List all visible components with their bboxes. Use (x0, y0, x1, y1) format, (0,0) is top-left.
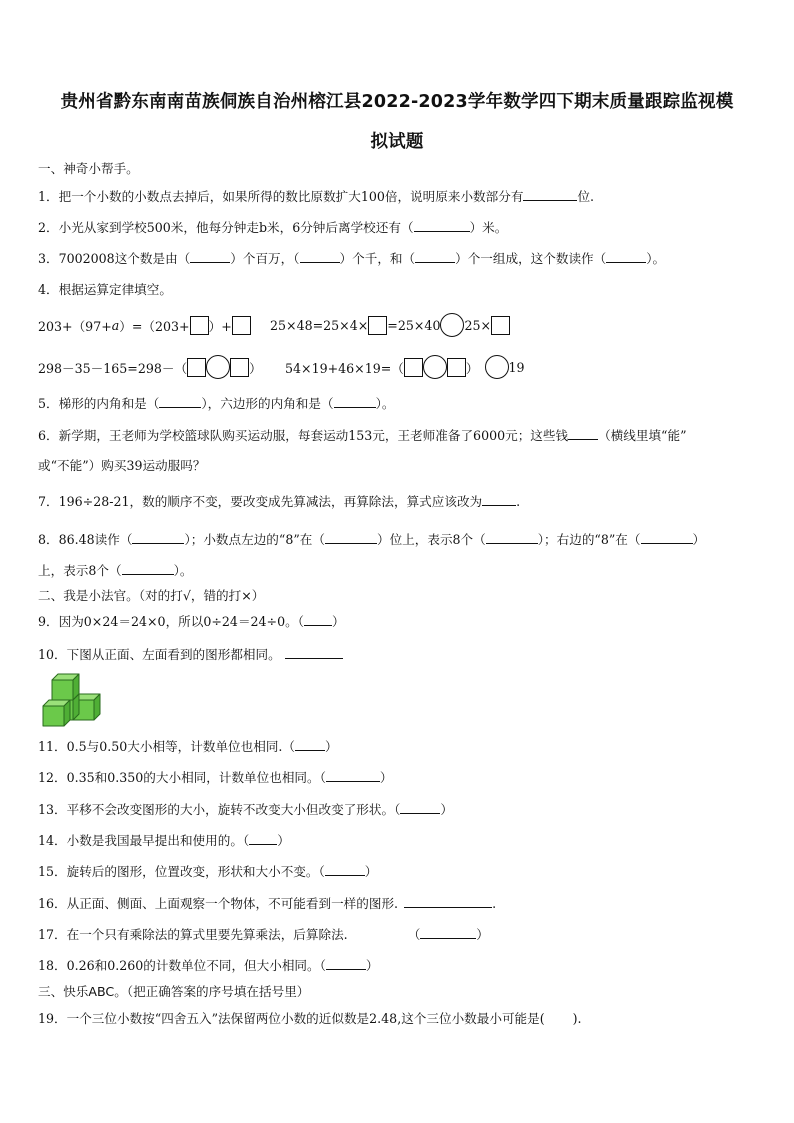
question-14 (38, 832, 768, 850)
q16-blank[interactable] (404, 896, 492, 908)
q8-blank-1[interactable] (132, 532, 184, 544)
q6-blank[interactable] (568, 428, 598, 440)
question-6-cont: 或“不能”）购买39运动服吗？ (38, 458, 206, 473)
expr-1-box-1[interactable] (190, 316, 209, 335)
q5-text-a: 5．梯形的内角和是（ (38, 396, 160, 411)
expr-3 (38, 355, 262, 379)
expr-4 (285, 355, 525, 379)
q2-blank[interactable] (414, 220, 470, 232)
q8-text-b: ）；小数点左边的“8”在（ (184, 532, 325, 547)
section-3-heading: 三、快乐ABC。（把正确答案的序号填在括号里） (38, 984, 310, 999)
q3-blank-3[interactable] (415, 251, 455, 263)
q11-blank[interactable] (295, 739, 325, 751)
q8-text-d: ）；右边的“8”在（ (537, 532, 641, 547)
question-18 (38, 957, 768, 975)
question-6 (38, 427, 768, 445)
expr-3-box-2[interactable] (230, 358, 249, 377)
question-7 (38, 493, 768, 511)
q6-text-b: （横线里填“能” (598, 428, 687, 443)
q3-blank-4[interactable] (606, 251, 646, 263)
q6-text-a: 6．新学期，王老师为学校篮球队购买运动服，每套运动153元，王老师准备了6000元；这些钱 (38, 428, 569, 443)
question-17 (38, 926, 768, 944)
q8-text-c: ）位上，表示8个（ (376, 532, 486, 547)
q13-blank[interactable] (400, 802, 440, 814)
q11-text: 11．0.5与0.50大小相等，计数单位也相同.（ (38, 739, 296, 754)
q3-text-e: ）。 (646, 251, 666, 266)
q5-text-c: ）。 (375, 396, 395, 411)
q8-blank-4[interactable] (641, 532, 693, 544)
q3-text-a: 3．7002008这个数是由（ (38, 251, 191, 266)
expr-3-a: 298－35－165=298－（ (38, 360, 188, 376)
page-title-line1: 贵州省黔东南南苗族侗族自治州榕江县2022-2023学年数学四下期末质量跟踪监视模 (60, 92, 734, 112)
q8-blank-2[interactable] (325, 532, 377, 544)
question-2 (38, 219, 768, 237)
q10-text: 10．下图从正面、左面看到的图形都相同。 (38, 647, 281, 662)
q9-text: 9．因为0×24＝24×0，所以0÷24＝24÷0。（ (38, 614, 305, 629)
expr-1-c: ）+ (208, 318, 232, 334)
q5-blank-2[interactable] (334, 396, 376, 408)
question-10 (38, 646, 768, 664)
expr-2-b: =25×40 (387, 317, 441, 333)
q3-blank-1[interactable] (190, 251, 230, 263)
question-3 (38, 250, 768, 268)
q8-text-g: ）。 (173, 563, 193, 578)
q12-tail: ） (379, 770, 393, 785)
q17-blank[interactable] (420, 927, 476, 939)
q9-tail: ） (332, 614, 345, 629)
question-15 (38, 863, 768, 881)
cubes-figure (40, 672, 106, 728)
q14-blank[interactable] (249, 833, 277, 845)
expr-2-c: 25× (464, 317, 492, 333)
q3-blank-2[interactable] (300, 251, 340, 263)
expr-2-box-1[interactable] (368, 316, 387, 335)
q1-text: 1．把一个小数的小数点去掉后，如果所得的数比原数扩大100倍，说明原来小数部分有 (38, 189, 524, 204)
q15-text: 15．旋转后的图形，位置改变，形状和大小不变。（ (38, 864, 325, 879)
expr-2-a: 25×48=25×4× (270, 317, 369, 333)
expr-2 (270, 313, 510, 337)
q16-text: 16．从正面、侧面、上面观察一个物体，不可能看到一样的图形. (38, 896, 399, 911)
q15-tail: ） (364, 864, 378, 879)
q18-tail: ） (365, 958, 379, 973)
question-11 (38, 738, 768, 756)
expr-1-box-2[interactable] (232, 316, 251, 335)
expr-3-circle[interactable] (206, 355, 230, 379)
q8-text-e: ） (692, 532, 706, 547)
expr-1-a: 203+（97+ (38, 318, 112, 334)
q8-text-f: 上，表示8个（ (38, 563, 122, 578)
q13-text: 13．平移不会改变图形的大小，旋转不改变大小但改变了形状。（ (38, 802, 401, 817)
q3-text-c: ）个千，和（ (339, 251, 416, 266)
expr-1-var: a (111, 317, 120, 333)
expr-2-circle[interactable] (440, 313, 464, 337)
question-8-cont (38, 562, 768, 580)
expr-2-box-2[interactable] (491, 316, 510, 335)
question-8 (38, 531, 768, 549)
q17-open: （ (407, 927, 421, 942)
q1-blank[interactable] (523, 189, 577, 201)
expr-4-circle-1[interactable] (423, 355, 447, 379)
q10-blank[interactable] (285, 647, 343, 659)
expr-3-b: ） (249, 360, 262, 376)
q16-tail: . (492, 896, 497, 911)
q2-text: 2．小光从家到学校500米，他每分钟走b米，6分钟后离学校还有（ (38, 220, 414, 235)
q12-text: 12．0.35和0.350的大小相同，计数单位也相同。（ (38, 770, 326, 785)
q1-tail: 位. (577, 189, 595, 204)
expr-4-a: 54×19+46×19=（ (285, 360, 404, 376)
q15-blank[interactable] (325, 864, 365, 876)
question-1 (38, 188, 768, 206)
q7-tail: . (516, 494, 521, 509)
question-4: 4．根据运算定律填空。 (38, 282, 172, 297)
question-12 (38, 769, 768, 787)
question-9 (38, 613, 768, 631)
expr-1-b: ）=（203+ (119, 318, 190, 334)
q14-text: 14．小数是我国最早提出和使用的。（ (38, 833, 250, 848)
q17-text: 17．在一个只有乘除法的算式里要先算乘法，后算除法. (38, 927, 348, 942)
q3-text-d: ）个一组成，这个数读作（ (455, 251, 607, 266)
q17-tail: ） (476, 927, 489, 942)
page-title-line2: 拟试题 (370, 132, 424, 152)
expr-4-c: 19 (508, 359, 525, 375)
q11-tail: ） (325, 739, 338, 754)
q2-tail: ）米。 (469, 220, 508, 235)
question-16 (38, 895, 768, 913)
q9-blank[interactable] (304, 614, 332, 626)
q3-text-b: ）个百万，（ (230, 251, 300, 266)
question-13 (38, 801, 768, 819)
expr-3-box-1[interactable] (187, 358, 206, 377)
expr-4-box-2[interactable] (447, 358, 466, 377)
q12-blank[interactable] (326, 770, 380, 782)
expr-4-circle-2[interactable] (485, 355, 509, 379)
question-19 (38, 1010, 768, 1028)
question-5 (38, 395, 768, 413)
expr-4-box-1[interactable] (404, 358, 423, 377)
q19-tail: ). (572, 1011, 582, 1026)
q7-text: 7．196÷28-21，数的顺序不变，要改变成先算减法，再算除法，算式应该改为 (38, 494, 483, 509)
expr-1 (38, 313, 251, 337)
section-1-heading: 一、神奇小帮手。 (38, 161, 139, 176)
section-2-heading: 二、我是小法官。（对的打√，错的打×） (38, 588, 265, 603)
expr-4-b: ） (465, 360, 479, 376)
q5-blank-1[interactable] (159, 396, 201, 408)
q8-blank-5[interactable] (122, 563, 174, 575)
q7-blank[interactable] (482, 494, 516, 506)
q8-blank-3[interactable] (486, 532, 538, 544)
q19-text: 19．一个三位小数按“四舍五入”法保留两位小数的近似数是2.48,这个三位小数最小可能是( (38, 1011, 545, 1026)
q13-tail: ） (440, 802, 453, 817)
q8-text-a: 8．86.48读作（ (38, 532, 133, 547)
q14-tail: ） (277, 833, 290, 848)
q18-text: 18．0.26和0.260的计数单位不同，但大小相同。（ (38, 958, 326, 973)
q18-blank[interactable] (326, 958, 366, 970)
q5-text-b: ），六边形的内角和是（ (201, 396, 334, 411)
